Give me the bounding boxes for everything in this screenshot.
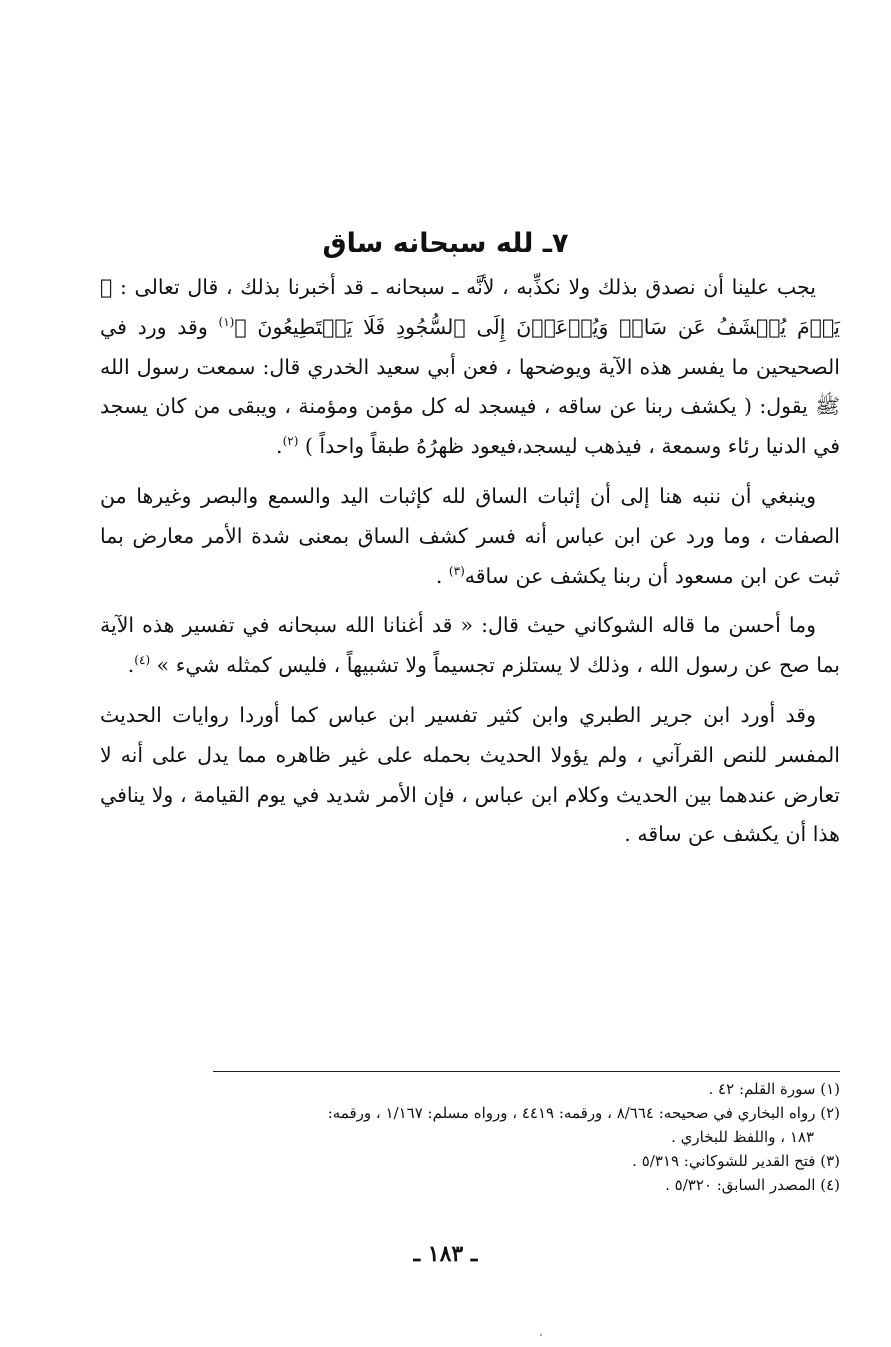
paragraph-2 [100,477,840,596]
footnote-divider [213,1071,840,1072]
footnote-marker-3: (٣) [448,563,465,578]
paragraph-2-text: وينبغي أن ننبه هنا إلى أن إثبات الساق لله كإثبات اليد والسمع والبصر وغيرها من الصفات ، وما ورد عن ابن عباس أنه فسر كشف الساق بمعنى شدة الأمر معارض بما ثبت عن ابن مسعود أن ربنا يكشف عن ساقه [100,483,840,588]
paragraph-4 [100,696,840,855]
footnote-1: (١) سورة القلم: ٤٢ . [708,1080,840,1098]
footnote-marker-4: (٤) [134,653,151,668]
footnote-3: (٣) فتح القدير للشوكاني: ٥/٣١٩ . [632,1152,840,1170]
footnote-2-continued: ١٨٣ ، واللفظ للبخاري . [671,1128,814,1146]
section-heading: ٧ـ لله سبحانه ساق [322,228,569,259]
page-number: ـ ١٨٣ ـ [413,1241,478,1267]
paragraph-3 [100,606,840,686]
footnote-4: (٤) المصدر السابق: ٥/٣٢٠ . [665,1176,840,1194]
paragraph-4-text: وقد أورد ابن جرير الطبري وابن كثير تفسير ابن عباس كما أوردا روايات الحديث المفسر للنص القرآني ، ولم يؤولا الحديث بحمله على غير ظاهره مما يدل على أنه لا تعارض عندهما بين الحديث وكلام ابن عباس ، فإن الأمر شديد في يوم القيامة ، ولا ينافي هذا أن يكشف عن ساقه . [100,702,840,847]
scan-speck [540,1334,542,1336]
paragraph-3-end: . [127,653,135,678]
paragraph-1-text: يجب علينا أن نصدق بذلك ولا نكذِّبه ، لأنَّه ـ سبحانه ـ قد أخبرنا بذلك ، قال تعالى : ﴿ يَوۡمَ يُكۡشَفُ عَن سَاقٖ وَيُدۡعَوۡنَ إِلَى ٱلسُّجُودِ فَلَا يَسۡتَطِيعُونَ ﴾ [100,275,840,339]
body-text [100,268,840,865]
paragraph-1 [100,268,840,467]
footnote-marker-1: (١) [218,314,235,329]
paragraph-1-end: . [276,434,283,459]
footnote-2: (٢) رواه البخاري في صحيحه: ٨/٦٦٤ ، ورقمه: ٤٤١٩ ، ورواه مسلم: ١/١٦٧ ، ورقمه: [327,1104,840,1122]
paragraph-2-end: . [435,563,449,588]
footnotes [100,1077,840,1197]
footnote-marker-2: (٢) [282,434,299,449]
paragraph-3-text: وما أحسن ما قاله الشوكاني حيث قال: « قد أغنانا الله سبحانه في تفسير هذه الآية بما صح عن رسول الله ، وذلك لا يستلزم تجسيماً ولا تشبيهاً ، فليس كمثله شيء » [100,613,840,678]
paragraph-1-continued: وقد ورد في الصحيحين ما يفسر هذه الآية ويوضحها ، فعن أبي سعيد الخدري قال: سمعت رسول الله ﷺ يقول: ( يكشف ربنا عن ساقه ، فيسجد له كل مؤمن ومؤمنة ، ويبقى من كان يسجد في الدنيا رئاء وسمعة ، فيذهب ليسجد،فيعود ظهرُهُ طبقاً واحداً ) [100,314,840,459]
